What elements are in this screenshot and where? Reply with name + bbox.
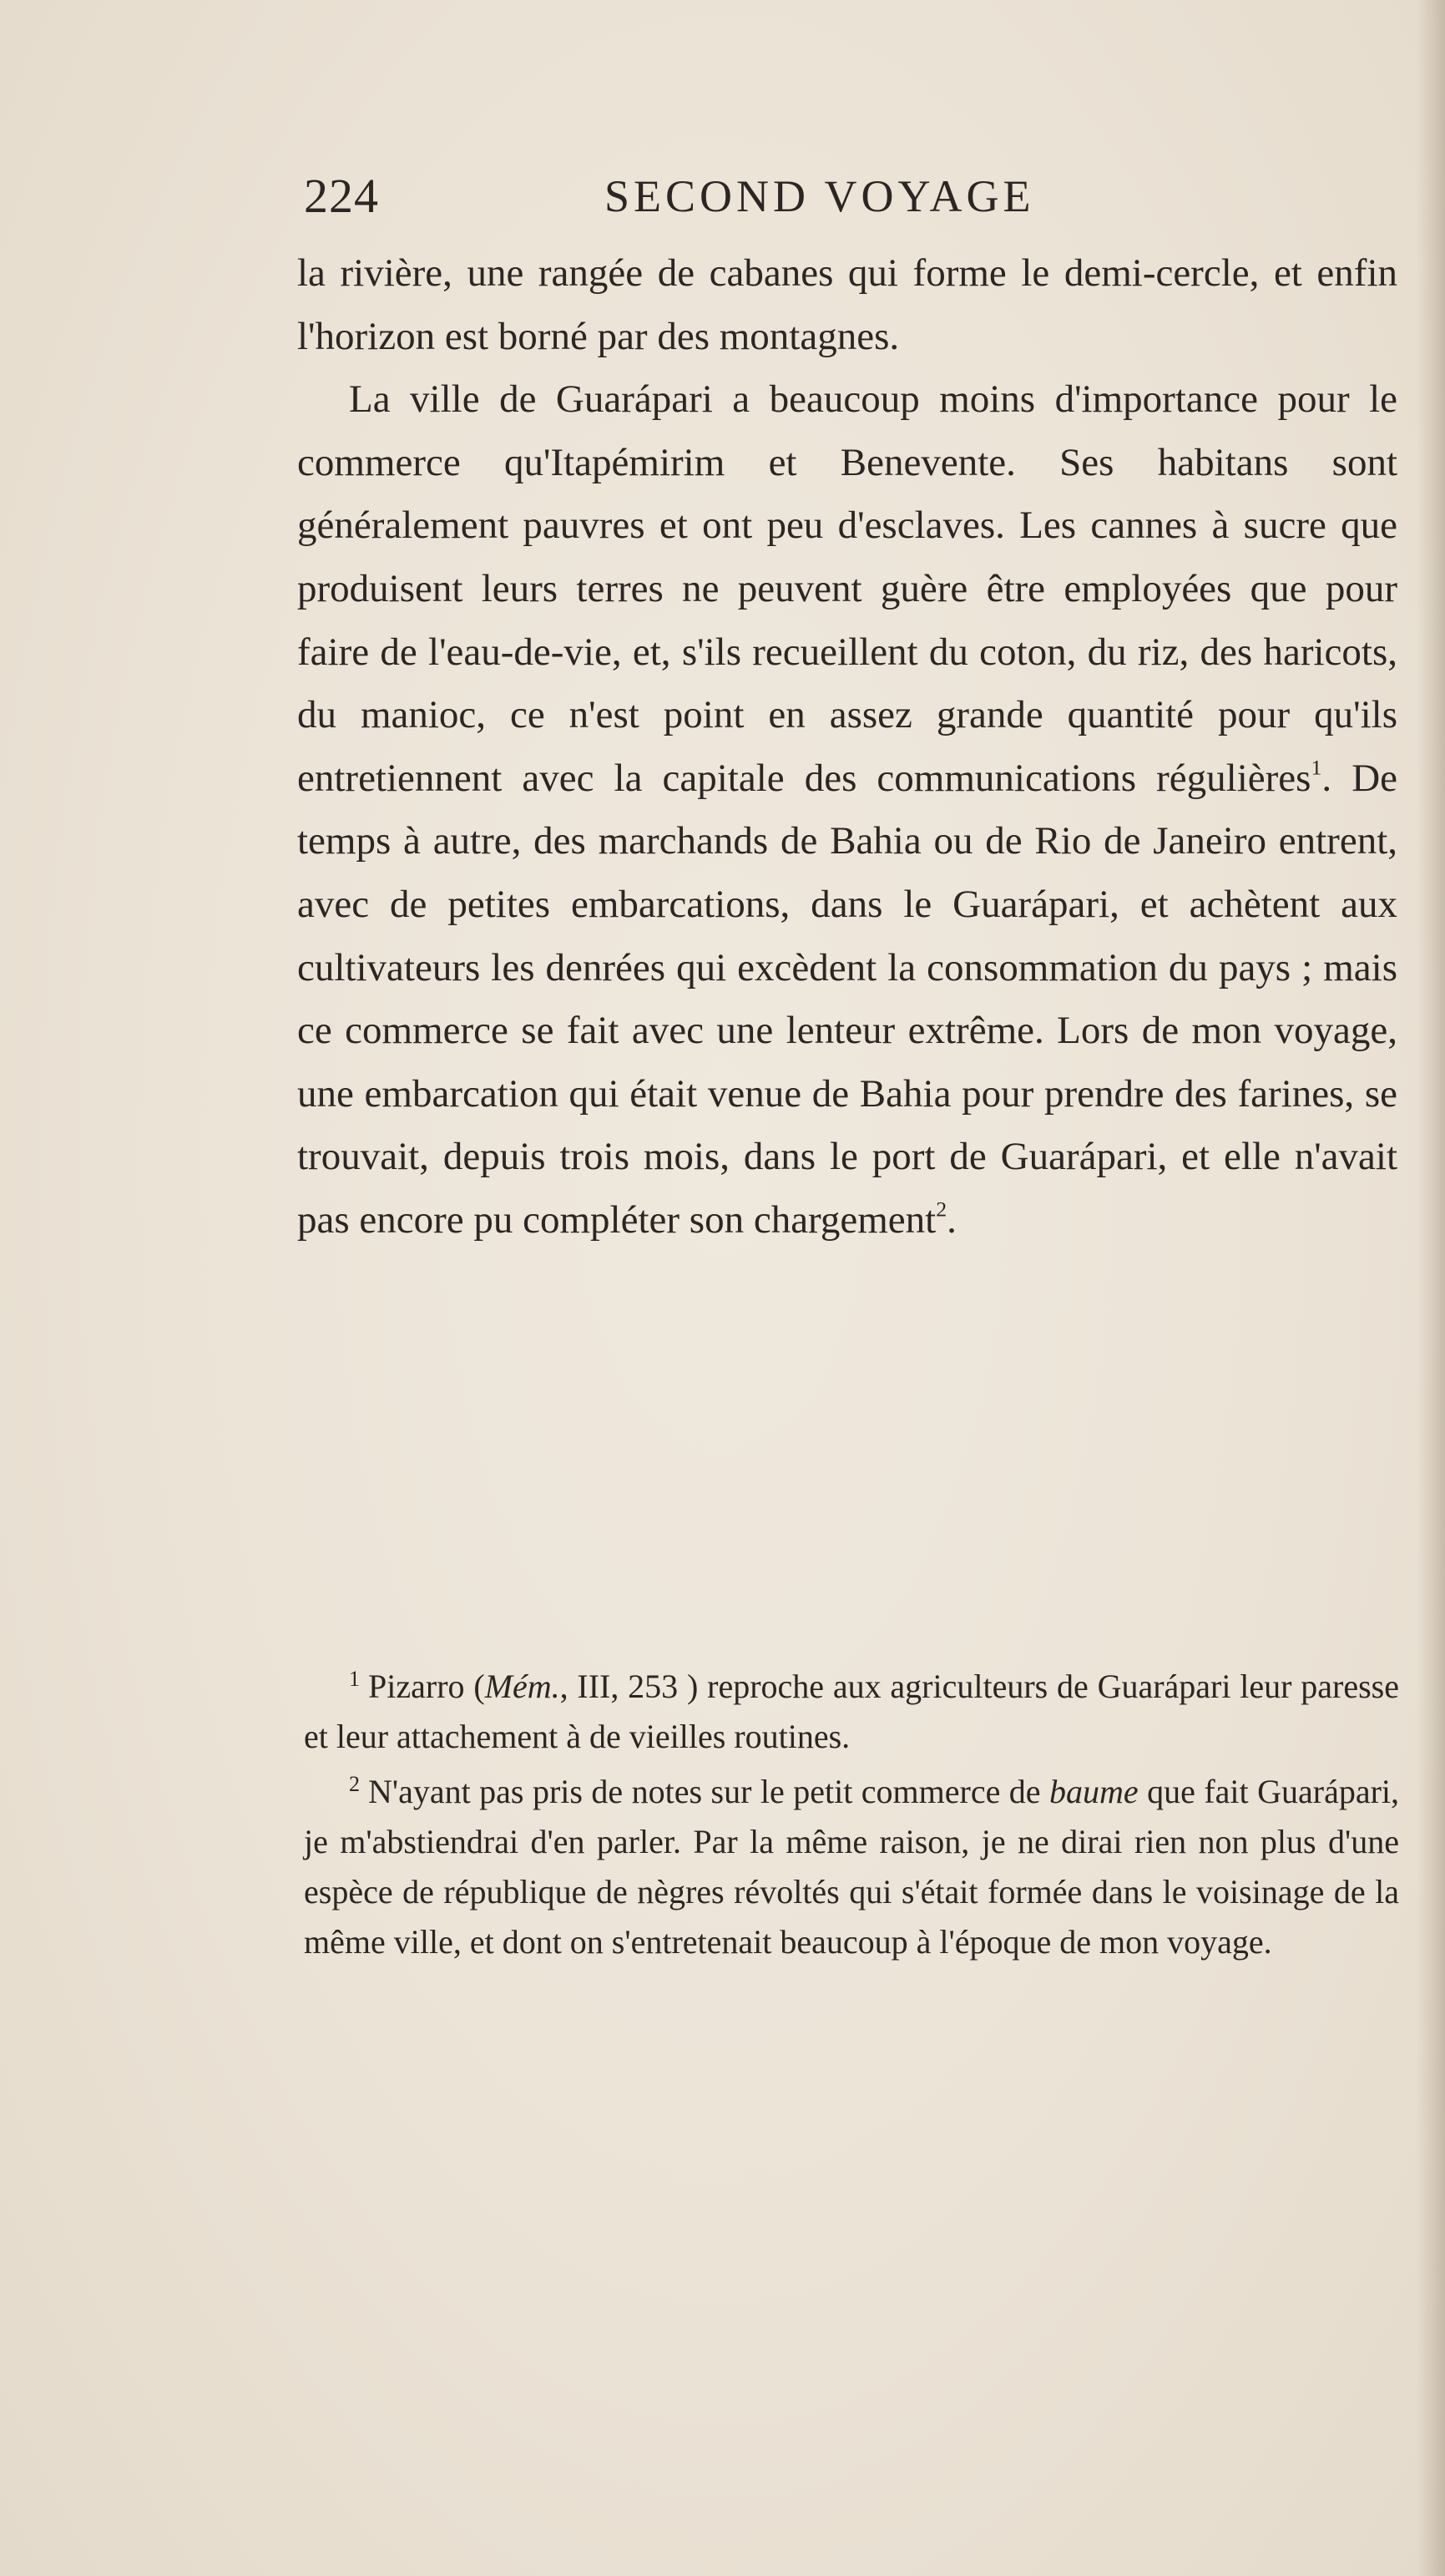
paragraph-2-continuation: . De temps à autre, des marchands de Bahia ou de Rio de Janeiro entrent, avec de petites embarcations, dans le Guarápari, et achètent aux cultivateurs les denrées qui excèdent la consommation du pays ; mais ce commerce se fait avec une lenteur extrême. Lors de mon voyage, une embarcation qui était venue de Bahia pour prendre des farines, se trouvait, depuis trois mois, dans le port de Guarápari, et elle n'avait pas encore pu compléter son chargement	[297, 756, 1397, 1242]
footnote-1-text: , III, 253 ) reproche aux agriculteurs de Guarápari leur paresse et leur attachement à de vieilles routines.	[304, 1668, 1399, 1755]
footnote-1-marker: 1	[349, 1666, 360, 1691]
footnote-2	[304, 1767, 1399, 1967]
footnote-ref-2: 2	[936, 1197, 947, 1222]
paragraph-2-end: .	[947, 1197, 957, 1242]
footnotes	[304, 1662, 1399, 1972]
footnote-1	[304, 1662, 1399, 1762]
page-edge-shadow	[1417, 0, 1445, 2576]
footnote-2-prefix: N'ayant pas pris de notes sur le petit commerce de	[368, 1773, 1041, 1810]
footnote-1-italic: Mém.	[484, 1668, 560, 1705]
paragraph-2	[297, 368, 1397, 1252]
footnote-2-text: que fait Guarápari, je m'abstiendrai d'en parler. Par la même raison, je ne dirai rien non plus d'une espèce de république de nègres révoltés qui s'était formée dans le voisinage de la même ville, et dont on s'entretenait beaucoup à l'époque de mon voyage.	[304, 1773, 1400, 1961]
footnote-1-prefix: Pizarro (	[368, 1668, 485, 1705]
page-header	[304, 167, 1105, 225]
footnote-2-italic: baume	[1049, 1773, 1139, 1810]
paragraph-2-text: La ville de Guarápari a beaucoup moins d'importance pour le commerce qu'Itapémirim et Benevente. Ses habitans sont généralement pauvres et ont peu d'esclaves. Les cannes à sucre que produisent leurs terres ne peuvent guère être employées que pour faire de l'eau-de-vie, et, s'ils recueillent du coton, du riz, des haricots, du manioc, ce n'est point en assez grande quantité pour qu'ils entretiennent avec la capitale des communications régulières	[297, 377, 1397, 800]
footnote-2-marker: 2	[349, 1771, 360, 1796]
running-head: SECOND VOYAGE	[604, 171, 1035, 221]
footnote-ref-1: 1	[1311, 755, 1322, 780]
page-number: 224	[304, 169, 379, 223]
main-text	[297, 242, 1397, 1253]
paragraph-1: la rivière, une rangée de cabanes qui forme le demi-cercle, et enfin l'horizon est borné par des montagnes.	[297, 251, 1397, 358]
